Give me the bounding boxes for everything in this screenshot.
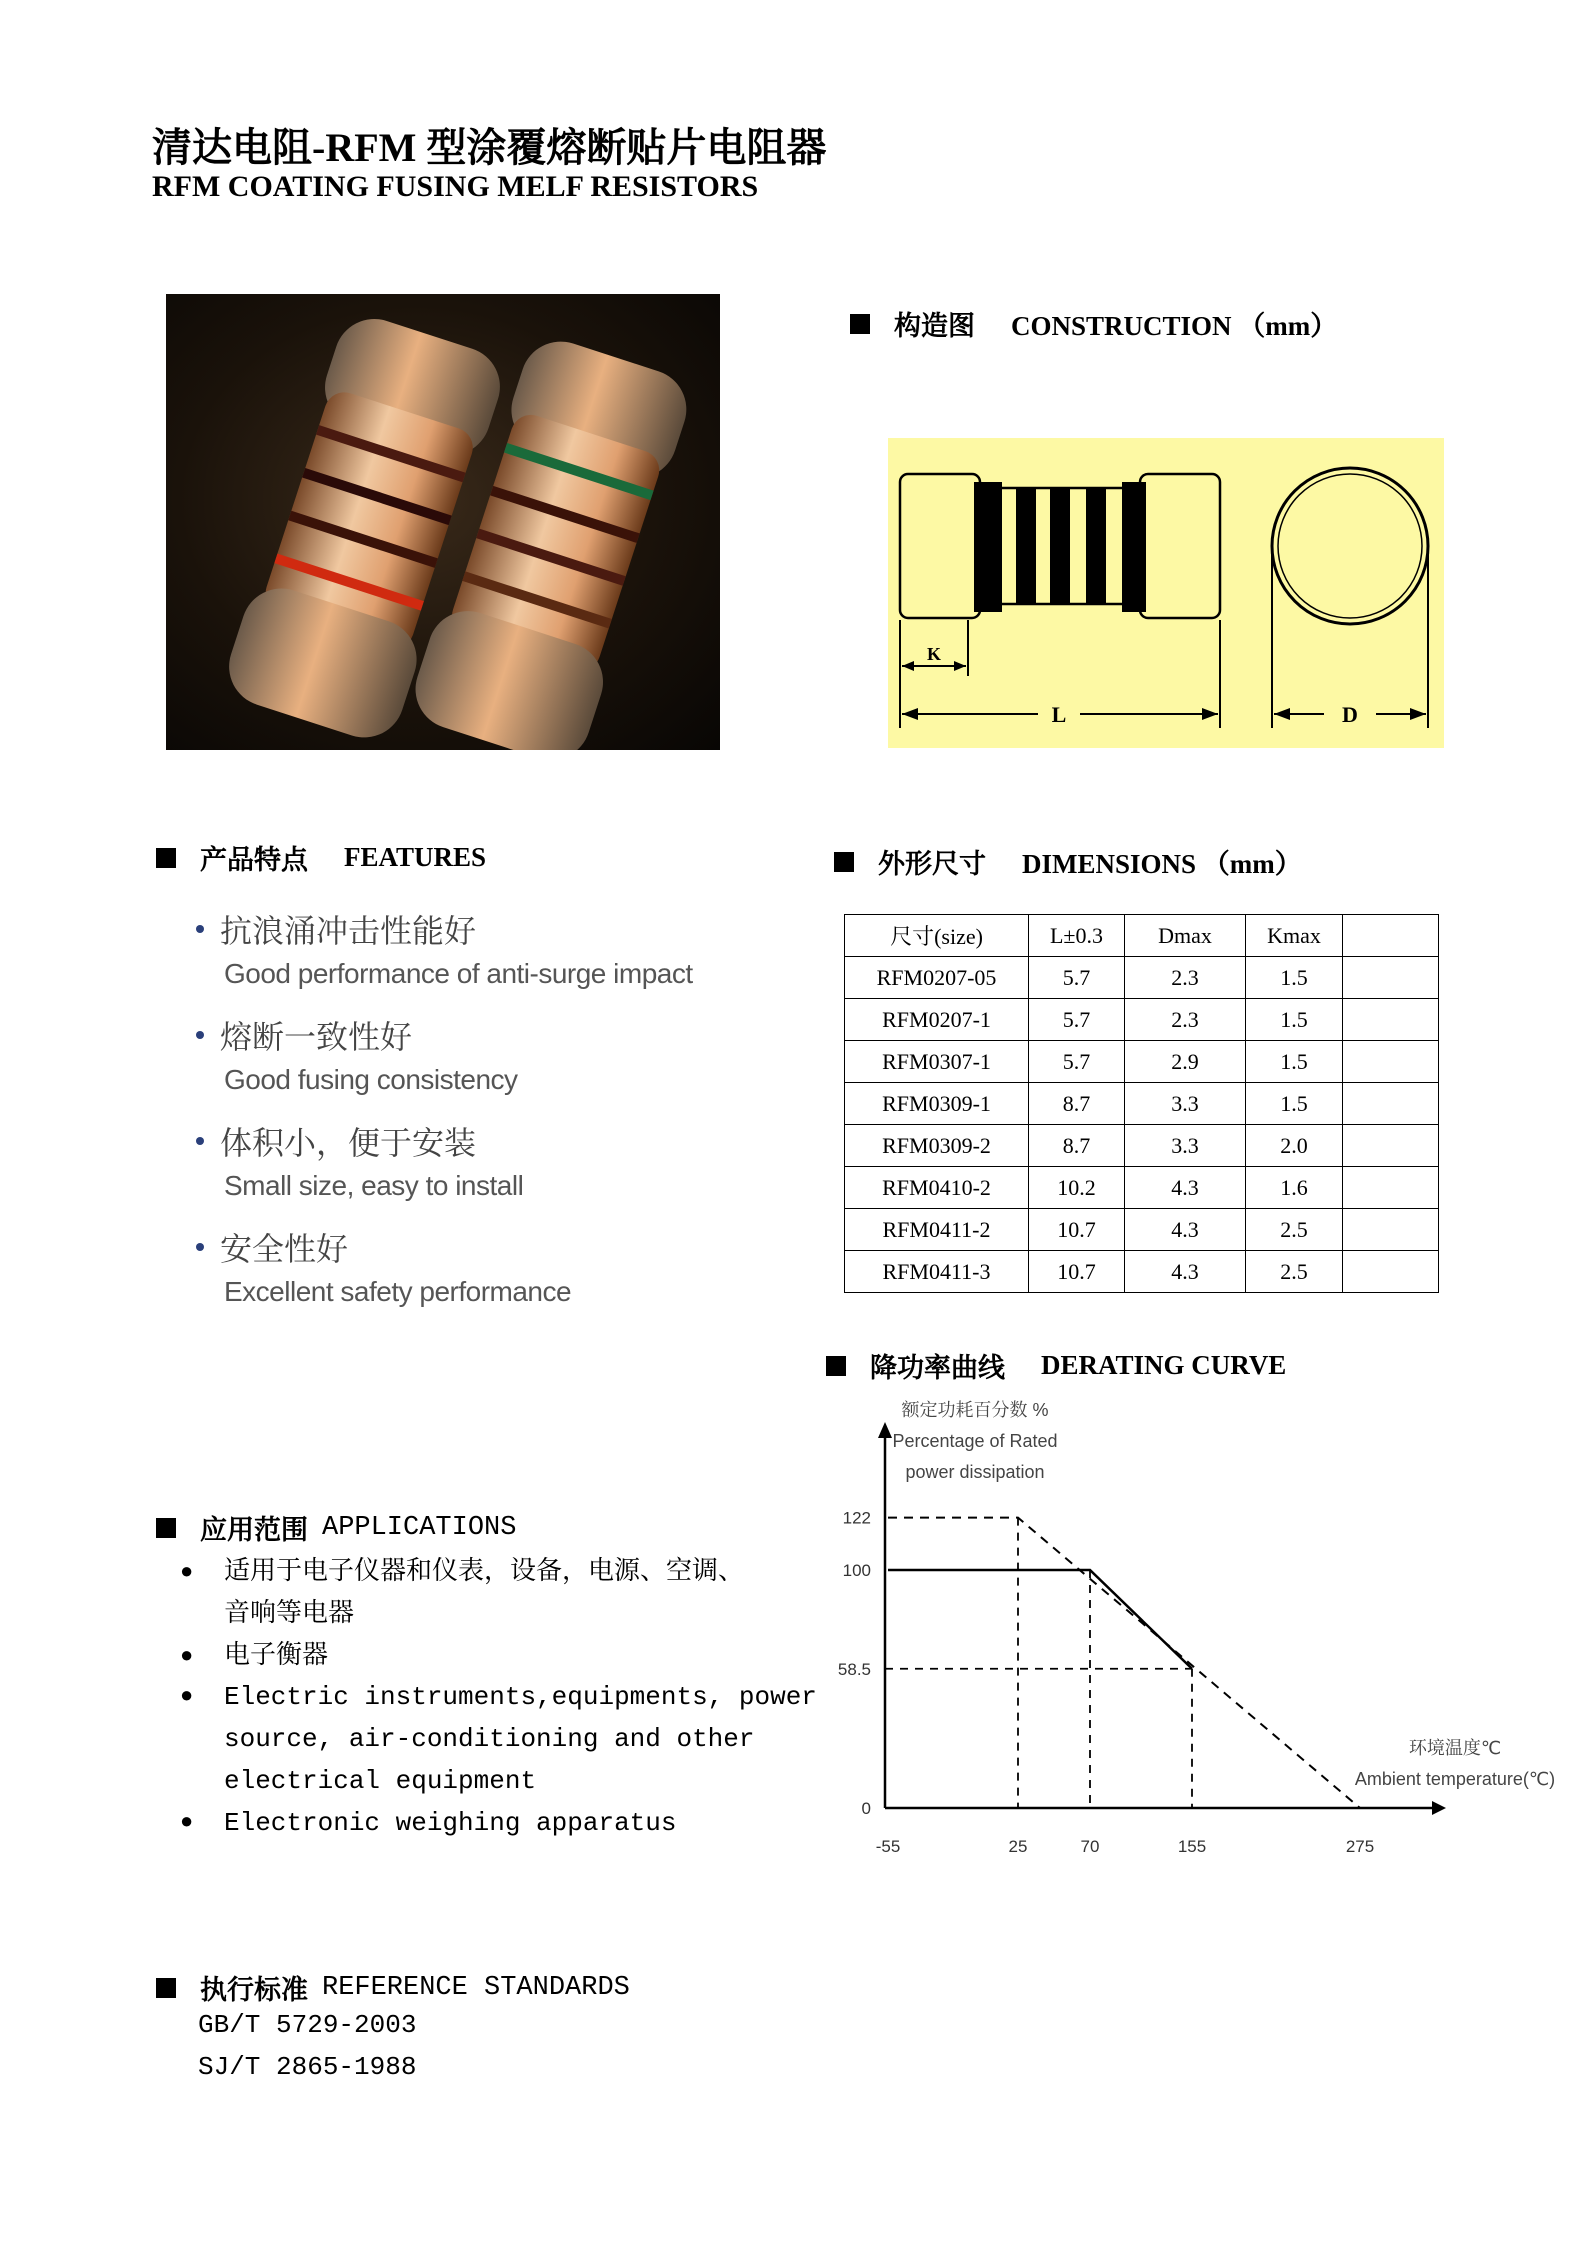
l-label: L — [1051, 702, 1067, 727]
list-item: ● 适用于电子仪器和仪表，设备，电源、空调、 音响等电器 — [180, 1550, 844, 1634]
product-photo — [166, 294, 720, 750]
features-heading: 产品特点 FEATURES — [156, 838, 486, 877]
page-subtitle: RFM COATING FUSING MELF RESISTORS — [152, 170, 759, 203]
table-row: RFM0410-2 10.2 4.3 1.6 — [845, 1167, 1439, 1209]
y-axis-label: power dissipation — [905, 1462, 1045, 1482]
bullet-icon — [196, 925, 204, 933]
y-tick-label: 122 — [842, 1508, 871, 1528]
bullet-icon: ● — [180, 1810, 194, 1835]
dimensions-heading: 外形尺寸 DIMENSIONS （mm） — [834, 842, 1302, 881]
construction-heading: 构造图 CONSTRUCTION （mm） — [850, 304, 1337, 343]
table-row: RFM0309-1 8.7 3.3 1.5 — [845, 1083, 1439, 1125]
y-tick-label: 100 — [842, 1561, 871, 1580]
bullet-icon — [196, 1031, 204, 1039]
table-row: RFM0207-1 5.7 2.3 1.5 — [845, 999, 1439, 1041]
x-tick-label: 155 — [1177, 1837, 1207, 1856]
standards-heading: 执行标准 REFERENCE STANDARDS — [156, 1968, 630, 2007]
standard-item: SJ/T 2865-1988 — [198, 2052, 417, 2082]
list-item: ● 电子衡器 — [180, 1634, 844, 1676]
feature-item: 安全性好 Excellent safety performance — [196, 1224, 693, 1308]
x-tick-label: -55 — [875, 1837, 901, 1856]
table-row: RFM0411-2 10.7 4.3 2.5 — [845, 1209, 1439, 1251]
k-label: K — [926, 644, 942, 664]
feature-item: 体积小，便于安装 Small size, easy to install — [196, 1118, 693, 1202]
bullet-icon — [196, 1243, 204, 1251]
x-axis-label: Ambient temperature(℃) — [1354, 1769, 1556, 1789]
table-row: RFM0307-1 5.7 2.9 1.5 — [845, 1041, 1439, 1083]
page-title: 清达电阻-RFM 型涂覆熔断贴片电阻器 — [152, 125, 827, 170]
table-header-row: 尺寸(size) L±0.3 Dmax Kmax — [845, 915, 1439, 957]
series-line-dashed — [888, 1518, 1360, 1808]
y-axis-arrow — [878, 1422, 892, 1438]
dimensions-table — [844, 914, 1439, 1293]
table-row: RFM0309-2 8.7 3.3 2.0 — [845, 1125, 1439, 1167]
standard-item: GB/T 5729-2003 — [198, 2010, 417, 2040]
x-tick-label: 25 — [1008, 1837, 1028, 1856]
y-axis-label: 额定功耗百分数 % — [901, 1400, 1049, 1420]
construction-diagram — [888, 438, 1444, 748]
bullet-icon: ● — [180, 1684, 194, 1709]
y-axis-label: Percentage of Rated — [892, 1431, 1058, 1451]
y-tick-label: 58.5 — [837, 1659, 871, 1679]
x-axis-arrow — [1432, 1801, 1446, 1815]
list-item: ● Electric instruments,equipments, power source, air-conditioning and other electrical equipment — [180, 1676, 844, 1802]
features-list — [196, 906, 693, 1330]
bullet-icon: ● — [180, 1558, 194, 1583]
bullet-icon — [196, 1137, 204, 1145]
applications-list — [180, 1550, 844, 1844]
x-tick-label: 275 — [1345, 1837, 1375, 1856]
applications-heading: 应用范围 APPLICATIONS — [156, 1508, 516, 1547]
feature-item: 抗浪涌冲击性能好 Good performance of anti-surge impact — [196, 906, 693, 990]
list-item: ● Electronic weighing apparatus — [180, 1802, 844, 1844]
derating-chart — [820, 1392, 1560, 1872]
x-axis-label: 环境温度℃ — [1408, 1738, 1502, 1758]
d-label: D — [1342, 702, 1358, 727]
series-line-solid — [888, 1570, 1192, 1669]
feature-item: 熔断一致性好 Good fusing consistency — [196, 1012, 693, 1096]
derating-heading: 降功率曲线 DERATING CURVE — [826, 1346, 1286, 1385]
table-row: RFM0411-3 10.7 4.3 2.5 — [845, 1251, 1439, 1293]
y-tick-label: 0 — [861, 1799, 871, 1818]
bullet-icon: ● — [180, 1642, 194, 1667]
x-tick-label: 70 — [1080, 1837, 1100, 1856]
table-row: RFM0207-05 5.7 2.3 1.5 — [845, 957, 1439, 999]
